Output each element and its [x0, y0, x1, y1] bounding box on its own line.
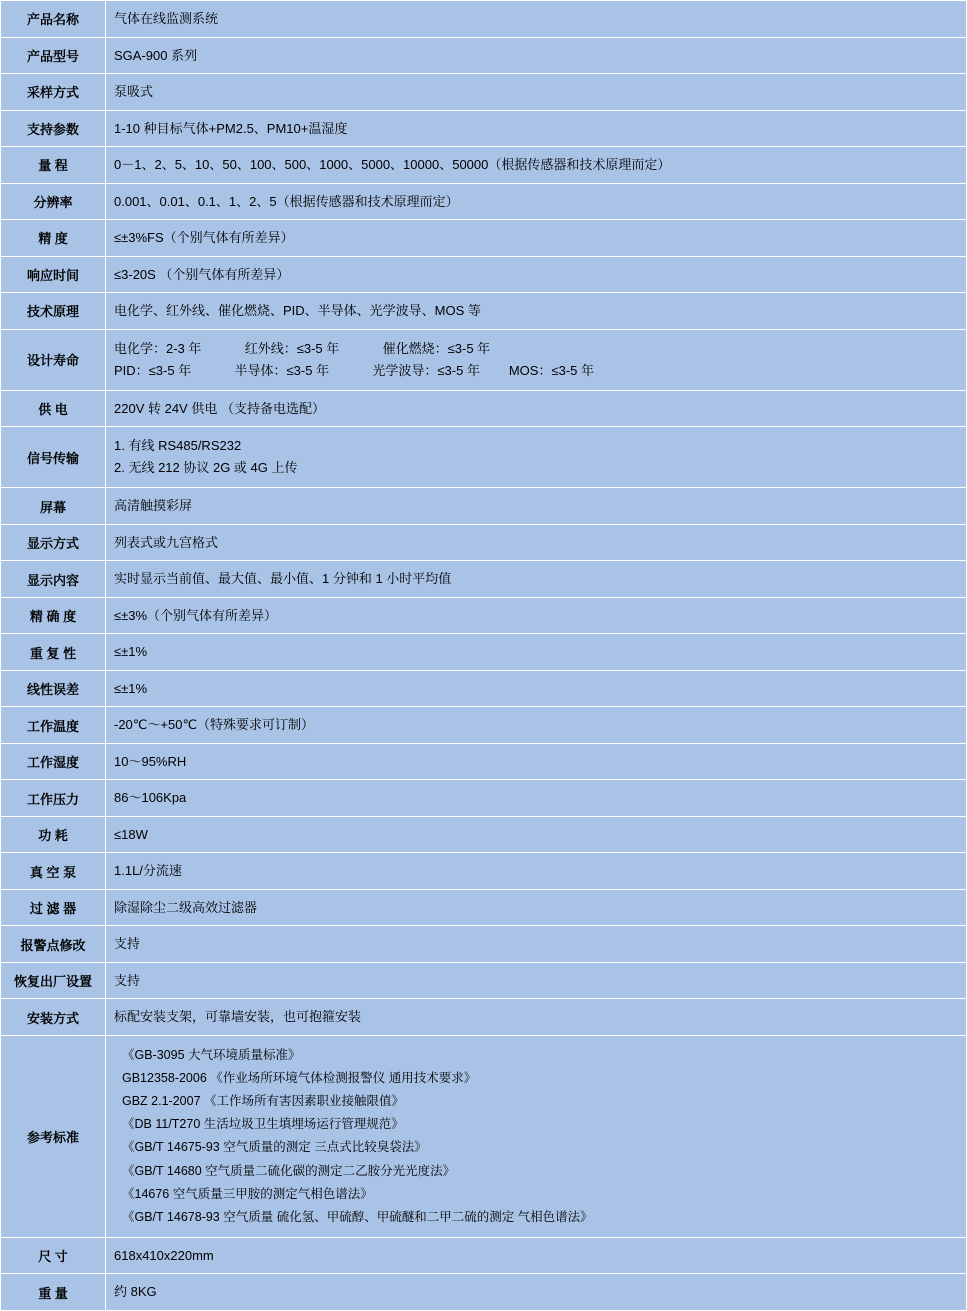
spec-value-line: 2. 无线 212 协议 2G 或 4G 上传: [114, 460, 298, 476]
table-row: [1, 780, 967, 817]
table-row: [1, 37, 967, 74]
spec-value: 220V 转 24V 供电 （支持备电选配）: [106, 390, 967, 427]
spec-value-line: PID：≤3-5 年 半导体：≤3-5 年 光学波导：≤3-5 年 MOS：≤3-5 年: [114, 362, 595, 378]
spec-value-line: GBZ 2.1-2007 《工作场所有害因素职业接触限值》: [122, 1094, 404, 1109]
spec-value: [106, 1035, 967, 1237]
table-row: [1, 889, 967, 926]
spec-value: 0.001、0.01、0.1、1、2、5（根据传感器和技术原理而定）: [106, 183, 967, 220]
spec-label: 设计寿命: [1, 329, 106, 390]
specification-table-body: [1, 1, 967, 1311]
spec-label: 工作压力: [1, 780, 106, 817]
spec-label: 分辨率: [1, 183, 106, 220]
spec-value: 0－1、2、5、10、50、100、500、1000、5000、10000、50000（根据传感器和技术原理而定）: [106, 147, 967, 184]
spec-value: SGA-900 系列: [106, 37, 967, 74]
spec-value: 1-10 种目标气体+PM2.5、PM10+温湿度: [106, 110, 967, 147]
table-row: [1, 926, 967, 963]
spec-value-line: 1. 有线 RS485/RS232: [114, 438, 242, 454]
spec-label: 支持参数: [1, 110, 106, 147]
table-row: [1, 816, 967, 853]
spec-value-line: 电化学：2-3 年 红外线：≤3-5 年 催化燃烧：≤3-5 年: [114, 340, 491, 356]
spec-label: 精 度: [1, 220, 106, 257]
table-row: [1, 853, 967, 890]
spec-label: 精 确 度: [1, 597, 106, 634]
spec-label: 报警点修改: [1, 926, 106, 963]
spec-value: 泵吸式: [106, 74, 967, 111]
spec-label: 技术原理: [1, 293, 106, 330]
spec-value: 1.1L/分流速: [106, 853, 967, 890]
spec-label: 采样方式: [1, 74, 106, 111]
spec-value: 除湿除尘二级高效过滤器: [106, 889, 967, 926]
spec-value: 10～95%RH: [106, 743, 967, 780]
spec-value-lines: [114, 1044, 958, 1229]
spec-label: 响应时间: [1, 256, 106, 293]
spec-value: 电化学、红外线、催化燃烧、PID、半导体、光学波导、MOS 等: [106, 293, 967, 330]
spec-value: ≤±1%: [106, 670, 967, 707]
spec-value: [106, 427, 967, 488]
spec-value-line: 《GB/T 14678-93 空气质量 硫化氢、甲硫醇、甲硫醚和二甲二硫的测定 气相色谱法》: [122, 1209, 593, 1224]
spec-value: ≤±3%FS（个别气体有所差异）: [106, 220, 967, 257]
spec-value: 高清触摸彩屏: [106, 488, 967, 525]
spec-value: [106, 329, 967, 390]
spec-value: ≤18W: [106, 816, 967, 853]
table-row: [1, 999, 967, 1036]
spec-value: ≤±3%（个别气体有所差异）: [106, 597, 967, 634]
table-row: [1, 962, 967, 999]
spec-label: 重 复 性: [1, 634, 106, 671]
table-row: [1, 561, 967, 598]
table-row: [1, 427, 967, 488]
spec-value-line: 《14676 空气质量三甲胺的测定气相色谱法》: [122, 1186, 373, 1201]
spec-value: 618x410x220mm: [106, 1237, 967, 1274]
table-row: [1, 110, 967, 147]
table-row: [1, 634, 967, 671]
spec-value-lines: [114, 435, 958, 479]
table-row: [1, 524, 967, 561]
table-row: [1, 707, 967, 744]
table-row: [1, 1035, 967, 1237]
spec-label: 工作湿度: [1, 743, 106, 780]
spec-value-line: 《DB 11/T270 生活垃圾卫生填埋场运行管理规范》: [122, 1117, 404, 1132]
table-row: [1, 74, 967, 111]
spec-value-lines: [114, 338, 958, 382]
table-row: [1, 256, 967, 293]
table-row: [1, 183, 967, 220]
spec-label: 屏幕: [1, 488, 106, 525]
spec-label: 供 电: [1, 390, 106, 427]
spec-value-line: 《GB-3095 大气环境质量标准》: [122, 1047, 301, 1062]
table-row: [1, 390, 967, 427]
spec-label: 过 滤 器: [1, 889, 106, 926]
table-row: [1, 1, 967, 38]
table-row: [1, 670, 967, 707]
spec-label: 线性误差: [1, 670, 106, 707]
spec-label: 恢复出厂设置: [1, 962, 106, 999]
spec-value: 实时显示当前值、最大值、最小值、1 分钟和 1 小时平均值: [106, 561, 967, 598]
spec-value: 支持: [106, 962, 967, 999]
spec-value-line: 《GB/T 14680 空气质量二硫化碳的测定二乙胺分光光度法》: [122, 1163, 456, 1178]
spec-value-line: 《GB/T 14675-93 空气质量的测定 三点式比较臭袋法》: [122, 1140, 427, 1155]
spec-value: -20℃～+50℃（特殊要求可订制）: [106, 707, 967, 744]
spec-label: 真 空 泵: [1, 853, 106, 890]
table-row: [1, 220, 967, 257]
spec-label: 参考标准: [1, 1035, 106, 1237]
spec-value: 标配安装支架，可靠墙安装，也可抱箍安装: [106, 999, 967, 1036]
spec-label: 产品型号: [1, 37, 106, 74]
spec-label: 显示内容: [1, 561, 106, 598]
spec-value: 86～106Kpa: [106, 780, 967, 817]
spec-value-line: GB12358-2006 《作业场所环境气体检测报警仪 通用技术要求》: [122, 1071, 477, 1085]
spec-label: 量 程: [1, 147, 106, 184]
spec-value: 支持: [106, 926, 967, 963]
spec-label: 重 量: [1, 1274, 106, 1311]
spec-label: 显示方式: [1, 524, 106, 561]
table-row: [1, 293, 967, 330]
table-row: [1, 1237, 967, 1274]
spec-value: 气体在线监测系统: [106, 1, 967, 38]
table-row: [1, 1274, 967, 1311]
table-row: [1, 488, 967, 525]
spec-value: 列表式或九宫格式: [106, 524, 967, 561]
spec-label: 安装方式: [1, 999, 106, 1036]
spec-label: 产品名称: [1, 1, 106, 38]
table-row: [1, 147, 967, 184]
table-row: [1, 743, 967, 780]
spec-value: ≤3-20S （个别气体有所差异）: [106, 256, 967, 293]
table-row: [1, 597, 967, 634]
table-row: [1, 329, 967, 390]
spec-label: 信号传输: [1, 427, 106, 488]
spec-value: 约 8KG: [106, 1274, 967, 1311]
spec-value: ≤±1%: [106, 634, 967, 671]
spec-label: 工作温度: [1, 707, 106, 744]
spec-label: 尺 寸: [1, 1237, 106, 1274]
spec-label: 功 耗: [1, 816, 106, 853]
